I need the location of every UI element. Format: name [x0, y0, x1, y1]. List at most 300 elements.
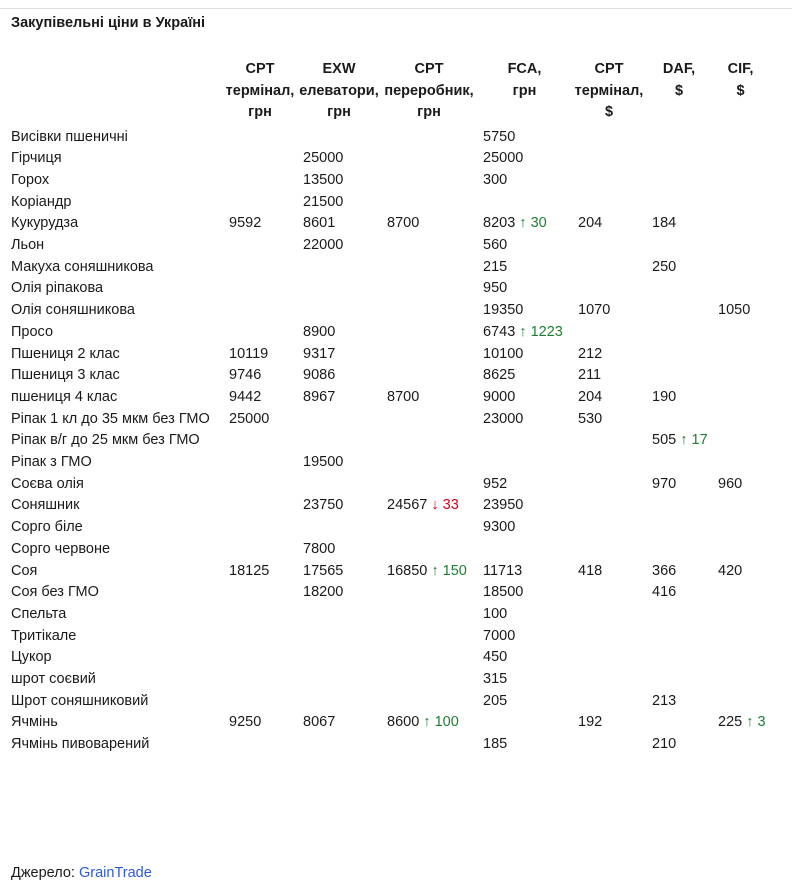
price-cell — [297, 278, 381, 300]
price-cell — [646, 365, 712, 387]
price-cell — [572, 452, 646, 474]
price-cell — [223, 235, 297, 257]
price-cell — [297, 322, 381, 344]
price-value: 205 — [483, 692, 508, 709]
price-cell — [712, 691, 769, 713]
price-cell — [646, 582, 712, 604]
price-cell — [297, 344, 381, 366]
product-name: Тритікале — [11, 627, 77, 644]
price-value: 9000 — [483, 388, 516, 405]
price-cell — [297, 517, 381, 539]
price-value: 366 — [652, 562, 677, 579]
price-cell — [223, 691, 297, 713]
price-value: 25000 — [483, 150, 524, 167]
price-value: 10119 — [229, 345, 269, 362]
price-cell — [477, 539, 572, 561]
price-cell — [477, 452, 572, 474]
price-cell — [297, 452, 381, 474]
price-cell — [712, 495, 769, 517]
column-header-line: елеватори, — [299, 82, 379, 99]
price-change-down: ↓ 33 — [431, 497, 459, 514]
price-cell — [381, 474, 477, 496]
price-cell — [223, 582, 297, 604]
price-cell — [646, 213, 712, 235]
price-cell — [712, 127, 769, 149]
table-row — [5, 561, 769, 583]
price-value: 8700 — [387, 215, 420, 232]
price-cell — [646, 409, 712, 431]
column-header-line: DAF, — [662, 61, 696, 77]
source-link[interactable]: GrainTrade — [78, 865, 152, 881]
price-cell — [297, 582, 381, 604]
price-cell — [572, 387, 646, 409]
price-value: 8067 — [303, 714, 336, 731]
product-name: Кукурудза — [11, 215, 79, 232]
price-cell — [646, 561, 712, 583]
column-header-7 — [712, 58, 769, 127]
price-value: 23950 — [483, 497, 524, 514]
table-row — [5, 148, 769, 170]
price-cell — [223, 495, 297, 517]
price-cell — [477, 127, 572, 149]
price-cell — [381, 192, 477, 214]
price-value: 416 — [652, 584, 677, 601]
price-cell — [477, 387, 572, 409]
top-divider — [0, 8, 792, 9]
price-value: 215 — [483, 258, 508, 275]
price-cell — [223, 127, 297, 149]
price-cell — [477, 365, 572, 387]
price-cell — [381, 691, 477, 713]
price-cell — [572, 604, 646, 626]
price-cell — [572, 582, 646, 604]
price-cell — [646, 712, 712, 734]
product-name: Ячмінь — [11, 714, 58, 731]
price-cell — [712, 300, 769, 322]
price-value: 25000 — [303, 150, 344, 167]
price-cell — [223, 300, 297, 322]
price-value: 192 — [578, 714, 603, 731]
price-cell — [477, 257, 572, 279]
price-cell — [712, 365, 769, 387]
price-cell — [712, 387, 769, 409]
price-cell — [223, 712, 297, 734]
table-row — [5, 192, 769, 214]
product-name: Ріпак 1 кл до 35 мкм без ГМО — [11, 410, 210, 427]
column-header-6 — [646, 58, 712, 127]
price-cell — [477, 278, 572, 300]
table-row — [5, 626, 769, 648]
table-header-row — [5, 58, 769, 127]
price-value: 9592 — [229, 215, 262, 232]
price-cell — [477, 691, 572, 713]
price-cell — [712, 192, 769, 214]
price-cell — [712, 430, 769, 452]
price-cell — [572, 192, 646, 214]
price-cell — [712, 344, 769, 366]
price-value: 505 — [652, 432, 677, 449]
price-cell — [646, 300, 712, 322]
price-change-up: ↑ 1223 — [519, 323, 563, 340]
price-cell — [572, 517, 646, 539]
price-cell — [712, 170, 769, 192]
price-change-up: ↑ 150 — [431, 562, 467, 579]
price-cell — [477, 474, 572, 496]
price-cell — [477, 495, 572, 517]
table-row — [5, 712, 769, 734]
price-cell — [646, 148, 712, 170]
price-value: 1070 — [578, 302, 611, 319]
price-cell — [572, 626, 646, 648]
price-cell — [297, 148, 381, 170]
price-cell — [223, 344, 297, 366]
column-header-line: грн — [248, 104, 272, 120]
price-value: 420 — [718, 562, 743, 579]
price-cell — [712, 257, 769, 279]
price-cell — [477, 604, 572, 626]
product-name: Соєва олія — [11, 475, 84, 492]
price-value: 8967 — [303, 388, 336, 405]
price-value: 25000 — [229, 410, 270, 427]
price-value: 450 — [483, 649, 508, 666]
price-value: 24567 — [387, 497, 428, 514]
price-cell — [223, 387, 297, 409]
table-row — [5, 734, 769, 756]
table-row — [5, 669, 769, 691]
price-cell — [712, 148, 769, 170]
product-name: пшениця 4 клас — [11, 388, 118, 405]
price-cell — [646, 495, 712, 517]
price-value: 8601 — [303, 215, 336, 232]
price-cell — [646, 691, 712, 713]
table-row — [5, 430, 769, 452]
price-cell — [646, 517, 712, 539]
price-cell — [297, 691, 381, 713]
price-value: 8625 — [483, 367, 516, 384]
price-cell — [572, 344, 646, 366]
price-cell — [646, 626, 712, 648]
price-cell — [297, 495, 381, 517]
price-value: 9317 — [303, 345, 336, 362]
price-cell — [297, 213, 381, 235]
price-cell — [572, 148, 646, 170]
price-cell — [712, 235, 769, 257]
price-cell — [297, 430, 381, 452]
product-name: Соя без ГМО — [11, 584, 99, 601]
price-cell — [297, 257, 381, 279]
price-cell — [297, 300, 381, 322]
price-cell — [712, 278, 769, 300]
column-header-1 — [223, 58, 297, 127]
price-cell — [223, 669, 297, 691]
price-cell — [381, 647, 477, 669]
price-cell — [297, 365, 381, 387]
price-cell — [381, 626, 477, 648]
price-value: 315 — [483, 671, 508, 688]
price-cell — [381, 170, 477, 192]
product-name: Сорго біле — [11, 519, 83, 536]
price-cell — [381, 669, 477, 691]
price-cell — [381, 517, 477, 539]
price-cell — [646, 647, 712, 669]
price-cell — [572, 300, 646, 322]
column-header-line: FCA, — [507, 61, 542, 77]
price-cell — [646, 474, 712, 496]
price-cell — [381, 257, 477, 279]
price-cell — [223, 452, 297, 474]
price-cell — [646, 235, 712, 257]
price-cell — [572, 561, 646, 583]
price-cell — [477, 235, 572, 257]
price-cell — [712, 322, 769, 344]
table-row — [5, 691, 769, 713]
table-row — [5, 365, 769, 387]
product-name: Горох — [11, 171, 50, 188]
price-cell — [712, 669, 769, 691]
price-value: 418 — [578, 562, 603, 579]
price-value: 21500 — [303, 193, 344, 210]
price-cell — [381, 365, 477, 387]
price-cell — [381, 213, 477, 235]
column-header-line: CPT — [594, 61, 624, 77]
product-name: Шрот соняшниковий — [11, 692, 149, 709]
price-cell — [477, 517, 572, 539]
price-cell — [381, 495, 477, 517]
column-header-5 — [572, 58, 646, 127]
price-cell — [712, 409, 769, 431]
column-header-line: $ — [604, 104, 614, 120]
column-header-line: термінал, — [574, 82, 644, 99]
product-name: Висівки пшеничні — [11, 128, 128, 145]
column-header-line: грн — [327, 104, 351, 120]
price-cell — [572, 430, 646, 452]
table-row — [5, 170, 769, 192]
price-value: 5750 — [483, 128, 516, 145]
table-row — [5, 517, 769, 539]
table-row — [5, 387, 769, 409]
price-value: 9250 — [229, 714, 262, 731]
price-cell — [223, 604, 297, 626]
source-label: Джерело: — [11, 865, 75, 881]
price-value: 22000 — [303, 237, 344, 254]
product-name: Ячмінь пивоварений — [11, 736, 150, 753]
price-cell — [297, 647, 381, 669]
price-value: 950 — [483, 280, 508, 297]
price-cell — [381, 148, 477, 170]
price-cell — [646, 669, 712, 691]
price-cell — [572, 365, 646, 387]
price-value: 190 — [652, 388, 677, 405]
price-cell — [477, 647, 572, 669]
product-name: Коріандр — [11, 193, 72, 210]
price-cell — [477, 734, 572, 756]
price-cell — [223, 474, 297, 496]
column-header-3 — [381, 58, 477, 127]
price-cell — [223, 213, 297, 235]
product-name: Ріпак з ГМО — [11, 454, 92, 471]
price-value: 100 — [483, 605, 508, 622]
price-cell — [381, 734, 477, 756]
price-value: 16850 — [387, 562, 428, 579]
column-header-line: CPT — [245, 61, 275, 77]
price-change-up: ↑ 3 — [746, 714, 766, 731]
price-cell — [646, 604, 712, 626]
table-row — [5, 127, 769, 149]
price-cell — [646, 539, 712, 561]
price-value: 250 — [652, 258, 677, 275]
price-value: 9746 — [229, 367, 262, 384]
price-value: 184 — [652, 215, 677, 232]
price-cell — [381, 604, 477, 626]
price-cell — [712, 213, 769, 235]
price-cell — [477, 148, 572, 170]
price-cell — [712, 539, 769, 561]
price-cell — [223, 626, 297, 648]
price-value: 23750 — [303, 497, 344, 514]
price-cell — [381, 322, 477, 344]
price-cell — [297, 626, 381, 648]
price-cell — [223, 365, 297, 387]
price-value: 185 — [483, 736, 508, 753]
price-cell — [712, 582, 769, 604]
price-cell — [477, 300, 572, 322]
price-cell — [223, 517, 297, 539]
price-cell — [297, 409, 381, 431]
table-row — [5, 647, 769, 669]
price-cell — [712, 517, 769, 539]
price-value: 8700 — [387, 388, 420, 405]
price-cell — [381, 127, 477, 149]
price-cell — [381, 387, 477, 409]
column-header-2 — [297, 58, 381, 127]
price-value: 23000 — [483, 410, 524, 427]
price-cell — [712, 734, 769, 756]
product-name: Цукор — [11, 649, 52, 666]
product-name: Льон — [11, 237, 45, 254]
column-header-line: термінал, — [225, 82, 295, 99]
price-cell — [572, 127, 646, 149]
product-name: Соняшник — [11, 497, 80, 514]
price-cell — [477, 409, 572, 431]
table-row — [5, 604, 769, 626]
price-cell — [572, 235, 646, 257]
price-value: 212 — [578, 345, 603, 362]
price-cell — [572, 278, 646, 300]
product-name: Гірчиця — [11, 150, 62, 167]
table-row — [5, 582, 769, 604]
table-row — [5, 452, 769, 474]
column-header-line: $ — [736, 82, 745, 99]
price-cell — [223, 192, 297, 214]
price-cell — [712, 452, 769, 474]
price-value: 204 — [578, 388, 603, 405]
price-cell — [572, 495, 646, 517]
price-value: 19350 — [483, 302, 524, 319]
price-cell — [381, 452, 477, 474]
price-cell — [646, 278, 712, 300]
price-value: 13500 — [303, 171, 344, 188]
column-header-line: CPT — [414, 61, 444, 77]
price-cell — [477, 213, 572, 235]
column-header-line: EXW — [322, 61, 356, 77]
price-cell — [297, 561, 381, 583]
price-value: 9086 — [303, 367, 336, 384]
price-cell — [223, 409, 297, 431]
price-cell — [381, 561, 477, 583]
price-cell — [297, 604, 381, 626]
price-cell — [572, 322, 646, 344]
price-value: 210 — [652, 736, 677, 753]
price-cell — [646, 192, 712, 214]
price-cell — [223, 647, 297, 669]
price-cell — [572, 712, 646, 734]
price-cell — [646, 452, 712, 474]
product-name: Соя — [11, 562, 38, 579]
price-value: 18500 — [483, 584, 524, 601]
price-cell — [297, 127, 381, 149]
table-row — [5, 495, 769, 517]
column-header-line: CIF, — [727, 61, 754, 77]
price-cell — [381, 235, 477, 257]
price-cell — [297, 387, 381, 409]
price-value: 1050 — [718, 302, 751, 319]
price-cell — [477, 170, 572, 192]
price-cell — [297, 669, 381, 691]
price-value: 6743 — [483, 323, 516, 340]
table-row — [5, 474, 769, 496]
table-row — [5, 539, 769, 561]
price-cell — [572, 669, 646, 691]
price-value: 8203 — [483, 215, 516, 232]
price-cell — [646, 387, 712, 409]
price-cell — [381, 539, 477, 561]
table-body — [5, 127, 769, 756]
price-cell — [381, 344, 477, 366]
price-cell — [477, 430, 572, 452]
price-value: 225 — [718, 714, 743, 731]
price-cell — [572, 539, 646, 561]
price-cell — [223, 257, 297, 279]
price-cell — [297, 734, 381, 756]
price-change-up: ↑ 17 — [680, 432, 708, 449]
price-cell — [223, 539, 297, 561]
price-cell — [572, 213, 646, 235]
price-value: 211 — [578, 367, 602, 384]
price-value: 560 — [483, 237, 508, 254]
price-cell — [477, 192, 572, 214]
price-cell — [572, 691, 646, 713]
price-value: 18125 — [229, 562, 270, 579]
price-value: 9442 — [229, 388, 262, 405]
price-cell — [223, 148, 297, 170]
price-value: 530 — [578, 410, 603, 427]
price-cell — [646, 734, 712, 756]
column-header-0 — [5, 58, 223, 127]
table-row — [5, 257, 769, 279]
price-cell — [572, 647, 646, 669]
price-value: 9300 — [483, 519, 516, 536]
table-row — [5, 322, 769, 344]
price-cell — [297, 192, 381, 214]
price-cell — [223, 734, 297, 756]
price-cell — [477, 712, 572, 734]
product-name: Сорго червоне — [11, 540, 111, 557]
price-cell — [572, 409, 646, 431]
price-cell — [223, 170, 297, 192]
table-row — [5, 235, 769, 257]
prices-table — [5, 58, 769, 756]
table-row — [5, 300, 769, 322]
